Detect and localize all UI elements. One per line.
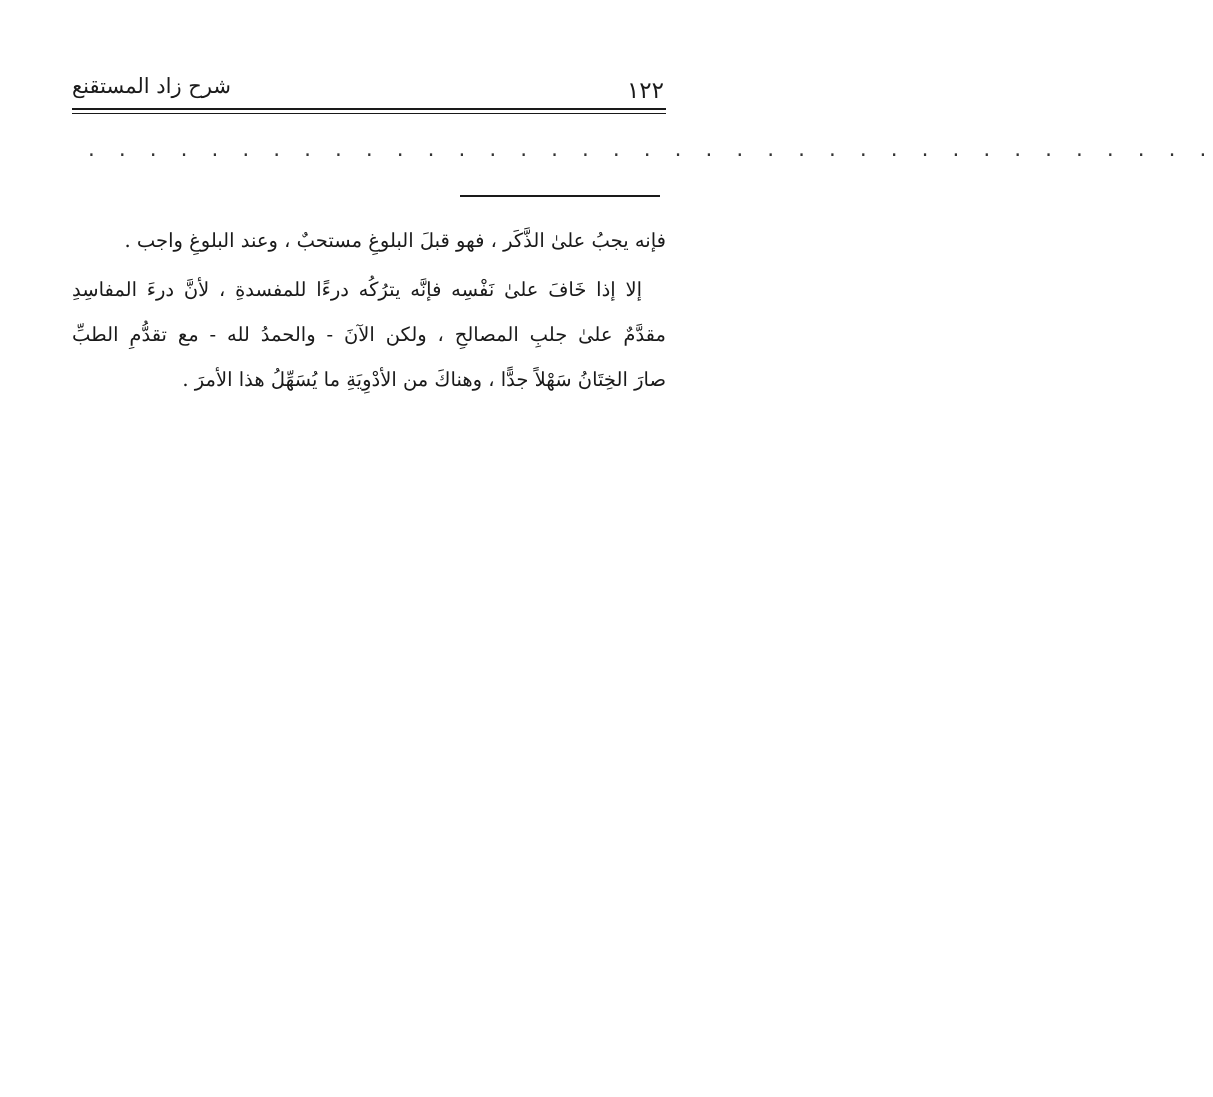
header-rule-thin <box>72 113 666 114</box>
omission-dots: . . . . . . . . . . . . . . . . . . . . . . . . . . . . . . . . . . . . . <box>86 140 1213 161</box>
paragraph-1 <box>72 218 666 263</box>
text-line: مقدَّمٌ علىٰ جلبِ المصالحِ ، ولكن الآنَ - والحمدُ لله - مع تقدُّمِ الطبِّ <box>72 323 666 346</box>
paragraph-2 <box>72 267 666 402</box>
text-line: إلا إذا خَافَ علىٰ نَفْسِه فإنَّه يترُكُه درءًا للمفسدةِ ، لأنَّ درءَ المفاسِدِ <box>72 278 642 301</box>
section-separator <box>460 195 660 197</box>
body-text <box>72 218 666 406</box>
page-number: ١٢٢ <box>626 78 664 104</box>
header-rule-thick <box>72 108 666 110</box>
page-header <box>72 72 664 104</box>
running-title: شرح زاد المستقنع <box>72 74 231 98</box>
text-line: صارَ الخِتَانُ سَهْلاً جدًّا ، وهناكَ من الأدْوِيَةِ ما يُسَهِّلُ هذا الأمرَ . <box>182 368 666 391</box>
text-line: فإنه يجبُ علىٰ الذَّكَر ، فهو قبلَ البلوغِ مستحبٌ ، وعند البلوغِ واجب . <box>124 229 666 252</box>
